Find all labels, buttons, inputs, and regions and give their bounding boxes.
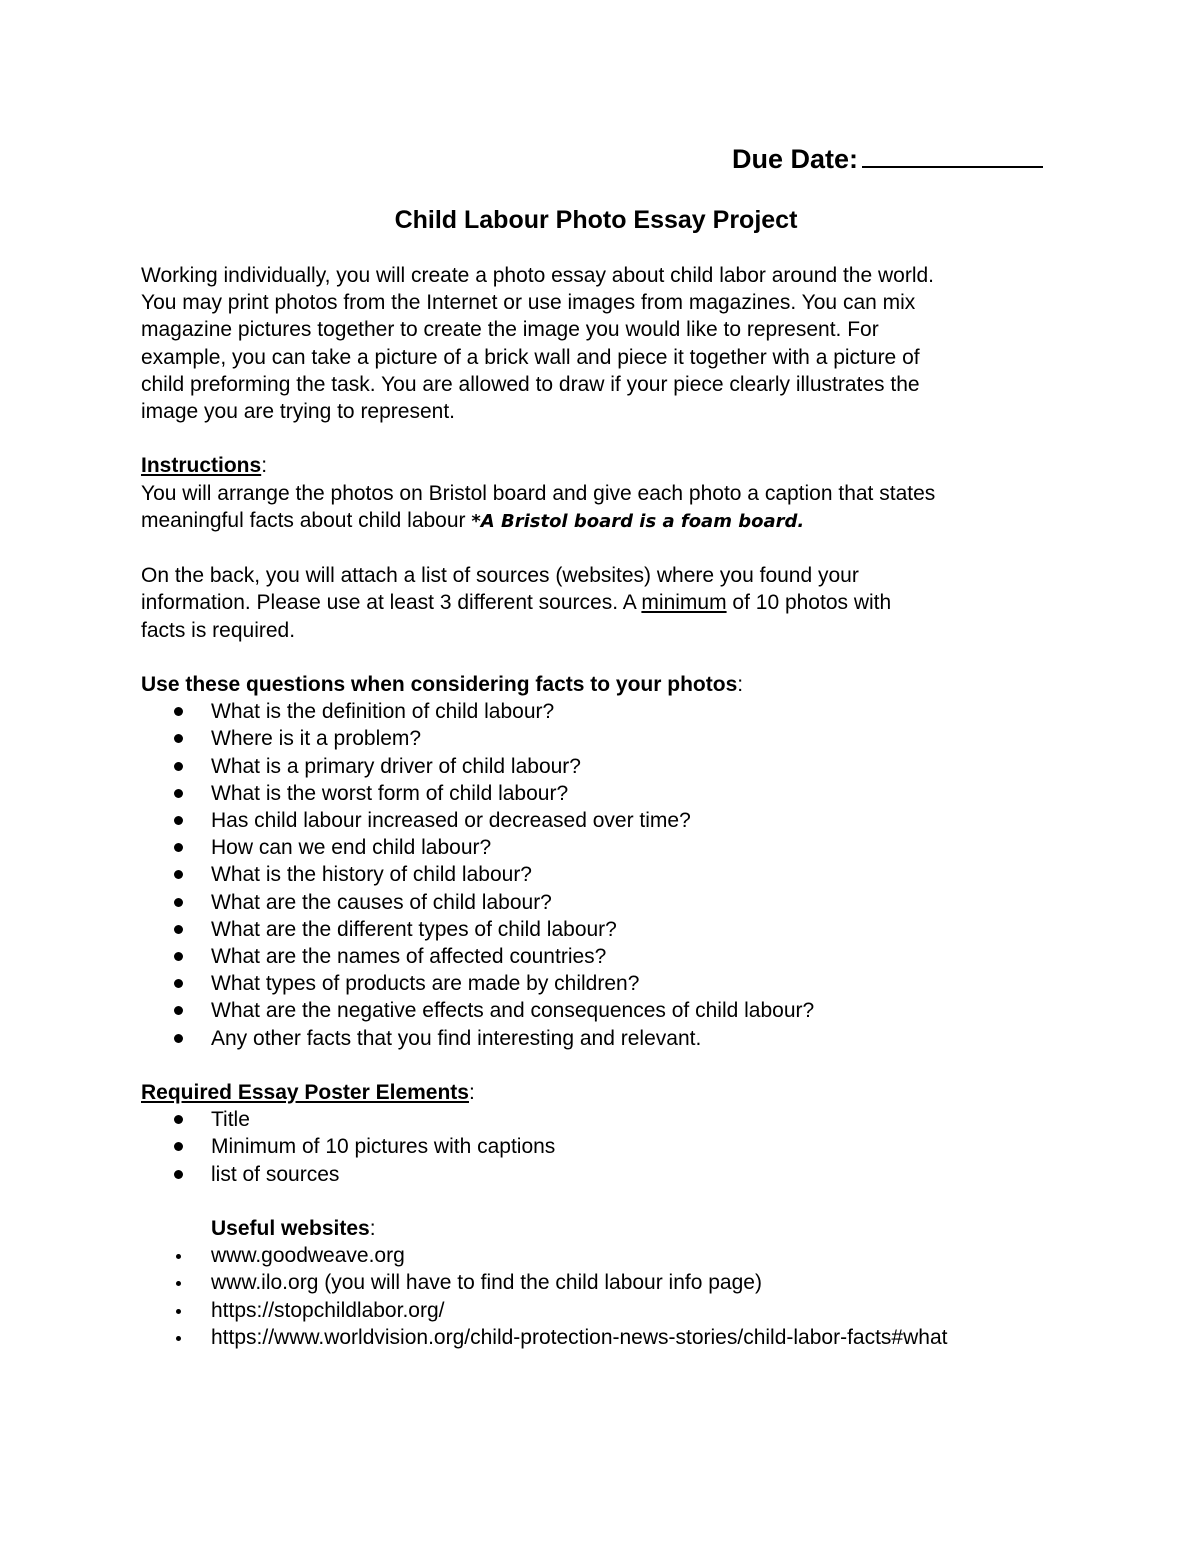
due-date-label: Due Date: — [732, 144, 859, 174]
list-item: What is the history of child labour? — [141, 861, 1061, 888]
list-item — [141, 1242, 1061, 1269]
bullet-icon — [174, 925, 183, 934]
bullet-icon — [174, 843, 183, 852]
list-item: Has child labour increased or decreased over time? — [141, 807, 1061, 834]
bullet-icon — [174, 789, 183, 798]
bullet-icon — [176, 1336, 181, 1341]
bullet-icon — [174, 734, 183, 743]
intro-line: magazine pictures together to create the image you would like to represent. For — [141, 318, 879, 342]
websites-section — [141, 1215, 1061, 1351]
sources-line: of 10 photos with — [726, 591, 892, 615]
instructions-line: You will arrange the photos on Bristol board and give each photo a caption that states — [141, 481, 936, 505]
bullet-icon — [174, 707, 183, 716]
list-item — [141, 1297, 1061, 1324]
list-item: Any other facts that you find interesting and relevant. — [141, 1025, 1061, 1052]
bullet-icon — [174, 816, 183, 825]
list-item: What are the negative effects and consequences of child labour? — [141, 997, 1061, 1024]
bullet-icon — [176, 1309, 181, 1314]
list-item: What are the names of affected countries? — [141, 943, 1061, 970]
instructions-colon: : — [261, 454, 268, 478]
bullet-icon — [174, 1006, 183, 1015]
list-item: Minimum of 10 pictures with captions — [141, 1133, 1061, 1160]
websites-colon: : — [369, 1217, 376, 1241]
list-item: What are the causes of child labour? — [141, 889, 1061, 916]
bullet-icon — [174, 1034, 183, 1043]
sources-paragraph — [141, 562, 1061, 644]
instructions-line: meaningful facts about child labour — [141, 508, 472, 532]
bullet-icon — [174, 762, 183, 771]
list-item: list of sources — [141, 1161, 1061, 1188]
sources-line: facts is required. — [141, 618, 296, 642]
list-item: What is a primary driver of child labour? — [141, 753, 1061, 780]
questions-section — [141, 671, 1061, 1052]
list-item: How can we end child labour? — [141, 834, 1061, 861]
bullet-icon — [174, 1142, 183, 1151]
list-item — [141, 1269, 1061, 1296]
list-item: Where is it a problem? — [141, 725, 1061, 752]
questions-colon: : — [737, 673, 744, 696]
bullet-icon — [174, 898, 183, 907]
intro-paragraph — [141, 262, 1061, 425]
intro-line: child preforming the task. You are allowed to draw if your piece clearly illustrates the — [141, 372, 920, 396]
bullet-icon — [174, 1170, 183, 1179]
websites-heading: Useful websites — [211, 1217, 370, 1241]
list-item: What are the different types of child labour? — [141, 916, 1061, 943]
intro-line: You may print photos from the Internet or use images from magazines. You can mix — [141, 291, 916, 315]
bullet-icon — [176, 1281, 181, 1286]
bristol-board-note: *A Bristol board is a foam board. — [471, 510, 805, 532]
website-link: www.ilo.org (you will have to find the child labour info page) — [211, 1271, 762, 1295]
website-link: www.goodweave.org — [211, 1244, 405, 1268]
websites-list — [141, 1242, 1061, 1351]
list-item: Title — [141, 1106, 1061, 1133]
instructions-heading: Instructions — [141, 454, 262, 478]
bullet-icon — [174, 870, 183, 879]
bullet-icon — [174, 1115, 183, 1124]
list-item: What types of products are made by children? — [141, 970, 1061, 997]
document-body — [141, 262, 1061, 1351]
intro-line: example, you can take a picture of a brick wall and piece it together with a picture of — [141, 345, 920, 369]
required-elements-section — [141, 1079, 1061, 1188]
list-item — [141, 1324, 1061, 1351]
website-link: https://stopchildlabor.org/ — [211, 1298, 445, 1322]
due-date — [732, 140, 1043, 177]
bullet-icon — [176, 1254, 181, 1259]
list-item: What is the worst form of child labour? — [141, 780, 1061, 807]
intro-line: Working individually, you will create a photo essay about child labor around the world. — [141, 264, 934, 287]
questions-heading: Use these questions when considering facts to your photos — [141, 673, 738, 696]
required-colon: : — [468, 1081, 475, 1105]
website-link: https://www.worldvision.org/child-protection-news-stories/child-labor-facts#what — [211, 1325, 948, 1349]
minimum-word: minimum — [641, 591, 727, 615]
due-date-blank — [862, 140, 1043, 168]
questions-list — [141, 698, 1061, 1052]
instructions-section — [141, 452, 1061, 535]
required-heading: Required Essay Poster Elements — [141, 1081, 469, 1105]
bullet-icon — [174, 979, 183, 988]
sources-line: On the back, you will attach a list of sources (websites) where you found your — [141, 564, 859, 588]
bullet-icon — [174, 952, 183, 961]
intro-line: image you are trying to represent. — [141, 400, 455, 424]
sources-line: information. Please use at least 3 different sources. A — [141, 591, 642, 615]
required-list — [141, 1106, 1061, 1188]
list-item: What is the definition of child labour? — [141, 698, 1061, 725]
page-title: Child Labour Photo Essay Project — [394, 206, 798, 234]
